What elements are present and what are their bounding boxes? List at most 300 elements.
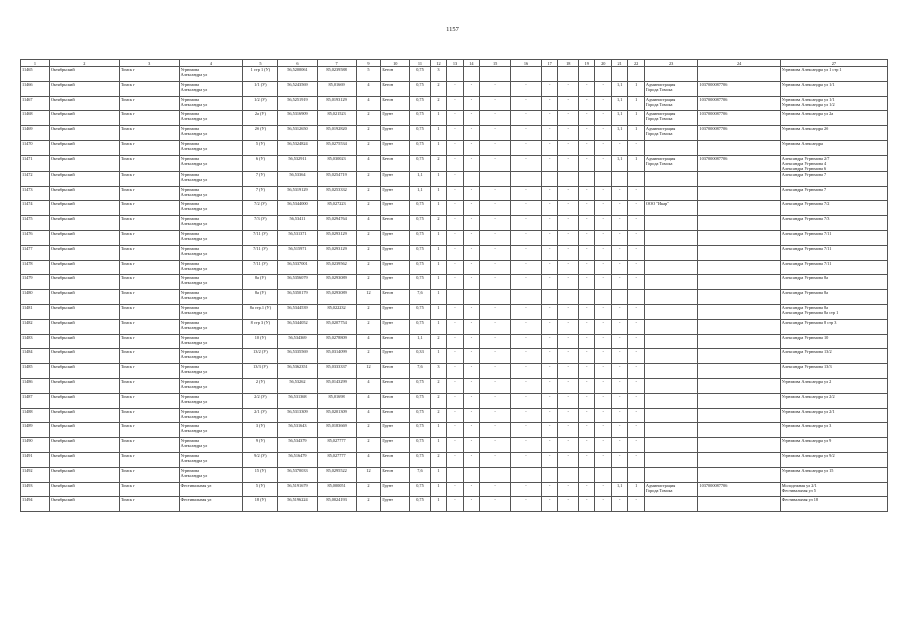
table-cell: 85,0239588 — [317, 67, 356, 82]
table-cell: Фестивальная ул — [179, 482, 243, 497]
column-header: 22 — [628, 60, 644, 67]
table-cell: - — [611, 275, 627, 290]
table-cell: - — [511, 216, 542, 231]
table-cell: 1 — [430, 467, 446, 482]
table-cell: 7/11 (У) — [243, 260, 278, 275]
table-cell: - — [595, 81, 611, 96]
table-cell: - — [558, 364, 579, 379]
table-cell: - — [579, 304, 595, 319]
table-cell: Угрюмова Александра ул — [179, 155, 243, 171]
table-cell: 5 — [356, 67, 381, 82]
table-cell: Грунт — [381, 423, 410, 438]
table-cell: - — [611, 423, 627, 438]
table-cell: - — [447, 140, 463, 155]
table-cell: - — [595, 155, 611, 171]
table-cell: 2 — [430, 216, 446, 231]
table-cell: 85,030023 — [317, 155, 356, 171]
table-cell: - — [558, 438, 579, 453]
table-cell — [463, 467, 479, 482]
table-cell: 85,0293089 — [317, 275, 356, 290]
table-cell: - — [541, 201, 557, 216]
table-cell: 18 (У) — [243, 497, 278, 512]
table-cell: - — [558, 408, 579, 423]
table-cell: 85,0207754 — [317, 319, 356, 334]
table-cell: - — [628, 260, 644, 275]
table-cell: - — [447, 201, 463, 216]
table-row — [21, 155, 888, 171]
table-cell: - — [511, 438, 542, 453]
table-cell: Томск г — [119, 497, 179, 512]
table-cell: 8а (У) — [243, 290, 278, 305]
table-cell: - — [579, 186, 595, 201]
table-cell: - — [463, 126, 479, 141]
table-cell: - — [628, 245, 644, 260]
table-cell: Томск г — [119, 378, 179, 393]
table-cell: 2 — [430, 378, 446, 393]
table-cell: Бетон — [381, 96, 410, 111]
table-cell: 1 — [430, 497, 446, 512]
table-cell — [595, 67, 611, 82]
table-cell: Угрюмова Александра ул 2а — [780, 111, 887, 126]
table-cell: - — [511, 452, 542, 467]
table-cell: 10 (У) — [243, 334, 278, 349]
table-cell: 11468 — [21, 111, 50, 126]
table-cell: Александра Угрюмова 8а — [780, 275, 887, 290]
table-cell: - — [558, 201, 579, 216]
table-cell: - — [558, 334, 579, 349]
table-cell: Грунт — [381, 230, 410, 245]
table-cell: 56,534379 — [278, 438, 317, 453]
table-cell: Бетон — [381, 216, 410, 231]
table-cell: 1,1 — [611, 111, 627, 126]
table-cell: 1 — [430, 349, 446, 364]
table-cell: 1,1 — [611, 482, 627, 497]
table-cell: 4 — [356, 408, 381, 423]
table-cell: - — [463, 260, 479, 275]
table-cell: Угрюмова Александра ул — [179, 438, 243, 453]
table-cell — [644, 378, 698, 393]
table-cell: - — [579, 245, 595, 260]
table-cell: 11475 — [21, 216, 50, 231]
table-cell: - — [447, 482, 463, 497]
table-cell — [698, 452, 780, 467]
table-cell: 56,531371 — [278, 230, 317, 245]
table-cell: - — [511, 245, 542, 260]
table-cell — [611, 171, 627, 186]
table-cell: 85,0201309 — [317, 408, 356, 423]
table-cell: Томск г — [119, 319, 179, 334]
column-header: 21 — [611, 60, 627, 67]
table-cell — [644, 230, 698, 245]
table-cell: Бетон — [381, 67, 410, 82]
table-cell — [698, 245, 780, 260]
table-cell: 85,0143299 — [317, 378, 356, 393]
table-cell: - — [628, 230, 644, 245]
table-cell: 0,75 — [410, 230, 431, 245]
table-cell: 56,534369 — [278, 334, 317, 349]
table-cell: Октябрьский — [49, 81, 119, 96]
table-cell: 11470 — [21, 140, 50, 155]
table-cell: Грунт — [381, 171, 410, 186]
table-cell: - — [611, 216, 627, 231]
table-cell — [698, 216, 780, 231]
table-cell: Октябрьский — [49, 275, 119, 290]
table-cell: - — [595, 111, 611, 126]
table-cell: 8а стр.1 (У) — [243, 304, 278, 319]
table-cell: 11465 — [21, 67, 50, 82]
table-cell: Угрюмова Александра ул — [179, 140, 243, 155]
table-cell — [558, 290, 579, 305]
table-cell: Октябрьский — [49, 497, 119, 512]
table-cell: 85,0254719 — [317, 171, 356, 186]
table-cell: 5 (У) — [243, 140, 278, 155]
table-cell — [541, 67, 557, 82]
table-cell: - — [480, 155, 511, 171]
table-cell: - — [579, 438, 595, 453]
table-cell: 11490 — [21, 438, 50, 453]
table-cell: - — [511, 186, 542, 201]
table-cell: 85,0192820 — [317, 126, 356, 141]
table-cell: 0,75 — [410, 438, 431, 453]
table-cell: 11493 — [21, 482, 50, 497]
table-cell: Октябрьский — [49, 140, 119, 155]
table-cell: - — [611, 364, 627, 379]
table-cell: - — [541, 111, 557, 126]
table-cell: 11478 — [21, 260, 50, 275]
table-cell — [541, 290, 557, 305]
table-cell: 2 — [356, 497, 381, 512]
table-cell: Александра Угрюмова 7/11 — [780, 260, 887, 275]
table-cell: 11472 — [21, 171, 50, 186]
table-cell: - — [447, 408, 463, 423]
table-cell: 2а (У) — [243, 111, 278, 126]
table-cell: - — [511, 393, 542, 408]
table-cell: 4 — [356, 393, 381, 408]
table-row — [21, 260, 888, 275]
table-cell: Александра Угрюмова 13/3 — [780, 364, 887, 379]
table-cell: Администрация Города Томска — [644, 126, 698, 141]
table-cell — [579, 67, 595, 82]
table-cell: - — [595, 319, 611, 334]
table-cell: - — [579, 334, 595, 349]
table-cell — [511, 67, 542, 82]
table-cell: - — [558, 126, 579, 141]
table-header-row — [21, 60, 888, 67]
table-cell — [698, 497, 780, 512]
table-cell: - — [463, 482, 479, 497]
table-cell: - — [579, 126, 595, 141]
table-cell: - — [628, 140, 644, 155]
table-cell: Октябрьский — [49, 452, 119, 467]
table-cell — [644, 349, 698, 364]
table-row — [21, 334, 888, 349]
table-cell: - — [463, 275, 479, 290]
table-cell: - — [511, 497, 542, 512]
table-cell: - — [463, 96, 479, 111]
table-cell: 0,75 — [410, 216, 431, 231]
table-cell: 56,5335569 — [278, 349, 317, 364]
table-cell: Октябрьский — [49, 67, 119, 82]
table-cell — [644, 216, 698, 231]
table-cell: Угрюмова Александра ул — [179, 364, 243, 379]
table-cell: 7,6 — [410, 467, 431, 482]
table-cell: Угрюмова Александра ул 3 — [780, 423, 887, 438]
table-cell: Бетон — [381, 334, 410, 349]
table-cell: - — [628, 393, 644, 408]
table-cell: Октябрьский — [49, 111, 119, 126]
table-cell: Угрюмова Александра ул — [179, 201, 243, 216]
table-cell: 11480 — [21, 290, 50, 305]
table-cell: - — [558, 155, 579, 171]
table-cell: 1 — [430, 201, 446, 216]
table-cell: Октябрьский — [49, 260, 119, 275]
table-cell: 1 — [430, 111, 446, 126]
table-cell: - — [595, 349, 611, 364]
table-row — [21, 438, 888, 453]
table-cell: - — [511, 378, 542, 393]
table-cell — [644, 408, 698, 423]
table-cell: - — [579, 349, 595, 364]
table-cell — [628, 467, 644, 482]
table-cell: 0,75 — [410, 201, 431, 216]
table-cell: 2 — [356, 126, 381, 141]
table-cell: - — [558, 260, 579, 275]
table-cell: - — [579, 140, 595, 155]
table-cell: - — [447, 319, 463, 334]
table-cell: 85,0293089 — [317, 290, 356, 305]
table-cell: Угрюмова Александра ул — [179, 245, 243, 260]
table-cell: 85,0024193 — [317, 497, 356, 512]
table-cell: 11482 — [21, 319, 50, 334]
table-cell: Грунт — [381, 482, 410, 497]
table-cell: - — [628, 408, 644, 423]
table-cell: Октябрьский — [49, 201, 119, 216]
table-cell: - — [511, 201, 542, 216]
table-cell: - — [480, 275, 511, 290]
column-header: 2 — [49, 60, 119, 67]
table-cell: - — [480, 304, 511, 319]
column-header: 19 — [579, 60, 595, 67]
column-header: 9 — [356, 60, 381, 67]
table-cell: - — [447, 245, 463, 260]
table-cell: 85,0183669 — [317, 423, 356, 438]
table-cell — [698, 334, 780, 349]
table-cell: Грунт — [381, 260, 410, 275]
table-cell: 2 — [356, 201, 381, 216]
table-cell: 12 — [356, 364, 381, 379]
table-body — [21, 67, 888, 512]
table-cell: 56,5243569 — [278, 81, 317, 96]
table-cell: 1 — [430, 275, 446, 290]
table-cell: Октябрьский — [49, 319, 119, 334]
table-cell: - — [558, 482, 579, 497]
table-cell: - — [480, 201, 511, 216]
table-cell — [698, 140, 780, 155]
table-cell: Октябрьский — [49, 245, 119, 260]
table-cell: 56,5313309 — [278, 408, 317, 423]
table-cell: 85,0239562 — [317, 260, 356, 275]
table-cell: Октябрьский — [49, 349, 119, 364]
table-cell: 4 — [356, 96, 381, 111]
table-cell: 1 — [430, 319, 446, 334]
table-cell: Александра Угрюмова 8а — [780, 290, 887, 305]
table-cell: Угрюмова Александра ул — [179, 96, 243, 111]
table-cell: - — [579, 260, 595, 275]
table-cell: - — [541, 140, 557, 155]
table-cell: 11477 — [21, 245, 50, 260]
table-cell: 1 — [430, 438, 446, 453]
table-cell: - — [595, 245, 611, 260]
table-cell: 85,027223 — [317, 201, 356, 216]
table-cell: Угрюмова Александра ул — [179, 67, 243, 82]
table-cell: Октябрьский — [49, 171, 119, 186]
column-header: 23 — [644, 60, 698, 67]
table-cell: Томск г — [119, 260, 179, 275]
table-cell — [558, 67, 579, 82]
table-cell: - — [463, 349, 479, 364]
table-cell: 11466 — [21, 81, 50, 96]
table-cell: - — [579, 378, 595, 393]
table-cell: 0,75 — [410, 452, 431, 467]
table-cell — [644, 304, 698, 319]
table-cell: - — [628, 438, 644, 453]
table-cell: 1,1 — [410, 171, 431, 186]
table-row — [21, 408, 888, 423]
table-cell: - — [511, 230, 542, 245]
table-cell: - — [480, 438, 511, 453]
table-cell: 0,75 — [410, 96, 431, 111]
table-cell: - — [511, 275, 542, 290]
table-row — [21, 140, 888, 155]
table-cell: - — [447, 438, 463, 453]
table-cell — [447, 67, 463, 82]
table-cell: Угрюмова Александра ул 15 — [780, 467, 887, 482]
table-cell — [628, 290, 644, 305]
table-cell: 56,531643 — [278, 423, 317, 438]
table-cell — [698, 230, 780, 245]
table-cell: 1,1 — [611, 81, 627, 96]
table-cell: Октябрьский — [49, 290, 119, 305]
table-cell: 6 (У) — [243, 155, 278, 171]
table-cell: - — [480, 96, 511, 111]
table-cell: - — [628, 304, 644, 319]
table-cell: 85,0253332 — [317, 186, 356, 201]
table-cell: - — [463, 304, 479, 319]
table-cell: Октябрьский — [49, 216, 119, 231]
table-cell: 4 — [356, 452, 381, 467]
table-cell: - — [595, 452, 611, 467]
table-cell: Угрюмова Александра ул — [179, 423, 243, 438]
table-cell: 56,5344539 — [278, 304, 317, 319]
table-cell: - — [511, 408, 542, 423]
table-cell: - — [611, 378, 627, 393]
table-cell: 1 — [430, 171, 446, 186]
table-cell: 2 — [356, 245, 381, 260]
column-header: 7 — [317, 60, 356, 67]
table-cell: - — [595, 438, 611, 453]
table-cell: Томск г — [119, 171, 179, 186]
table-cell: 4 — [356, 378, 381, 393]
table-cell: - — [558, 393, 579, 408]
table-cell: - — [595, 304, 611, 319]
table-cell: - — [447, 378, 463, 393]
table-cell — [644, 140, 698, 155]
table-cell: Фестивальная ул 18 — [780, 497, 887, 512]
table-cell: Угрюмова Александра ул 2/1 — [780, 408, 887, 423]
table-cell: 1 — [430, 423, 446, 438]
column-header: 6 — [278, 60, 317, 67]
table-cell: 1 — [430, 140, 446, 155]
table-cell: 1 — [430, 186, 446, 201]
table-cell: - — [595, 393, 611, 408]
table-cell: Александра Угрюмова 7 — [780, 186, 887, 201]
table-cell — [644, 275, 698, 290]
table-cell — [698, 201, 780, 216]
column-header: 18 — [558, 60, 579, 67]
table-cell: 0,75 — [410, 497, 431, 512]
table-cell: 0,75 — [410, 111, 431, 126]
table-cell: Октябрьский — [49, 155, 119, 171]
table-cell: 2 — [430, 155, 446, 171]
table-cell: - — [480, 482, 511, 497]
table-cell: Угрюмова Александра ул — [179, 216, 243, 231]
table-cell: - — [511, 304, 542, 319]
table-row — [21, 216, 888, 231]
table-cell: 11467 — [21, 96, 50, 111]
table-cell: Октябрьский — [49, 364, 119, 379]
table-cell: Администрация Города Томска — [644, 96, 698, 111]
table-cell — [611, 290, 627, 305]
table-cell: - — [480, 393, 511, 408]
table-cell: Угрюмова Александра ул — [179, 304, 243, 319]
column-header: 13 — [447, 60, 463, 67]
table-cell: 85,0314099 — [317, 349, 356, 364]
table-cell: Октябрьский — [49, 408, 119, 423]
table-cell: 85,0333337 — [317, 364, 356, 379]
table-cell: 1/2 (У) — [243, 96, 278, 111]
table-cell: Угрюмова Александра ул — [179, 452, 243, 467]
table-cell: 56,5316909 — [278, 111, 317, 126]
table-cell: 11494 — [21, 497, 50, 512]
table-cell: - — [595, 482, 611, 497]
table-cell: - — [447, 216, 463, 231]
table-cell: - — [595, 216, 611, 231]
table-cell: - — [628, 364, 644, 379]
table-cell: 85,027777 — [317, 452, 356, 467]
table-cell: 11484 — [21, 349, 50, 364]
table-cell: 9 (У) — [243, 438, 278, 453]
table-cell: Фестивальная ул — [179, 497, 243, 512]
table-cell: Администрация Города Томска — [644, 111, 698, 126]
table-cell: - — [579, 201, 595, 216]
table-cell: 1 — [430, 482, 446, 497]
table-cell: Александра Угрюмова 8а Александра Угрюмова 8а стр 1 — [780, 304, 887, 319]
table-cell: - — [463, 378, 479, 393]
table-row — [21, 349, 888, 364]
table-cell: - — [447, 364, 463, 379]
table-cell — [463, 290, 479, 305]
table-cell: - — [480, 245, 511, 260]
table-cell: - — [447, 81, 463, 96]
table-cell: 85,027777 — [317, 438, 356, 453]
table-cell: 56,5356079 — [278, 275, 317, 290]
table-cell: 13/3 (У) — [243, 364, 278, 379]
table-cell: 2 — [356, 186, 381, 201]
table-cell: Грунт — [381, 245, 410, 260]
table-cell: - — [558, 96, 579, 111]
table-cell: 2 — [356, 260, 381, 275]
table-cell: Томск г — [119, 467, 179, 482]
